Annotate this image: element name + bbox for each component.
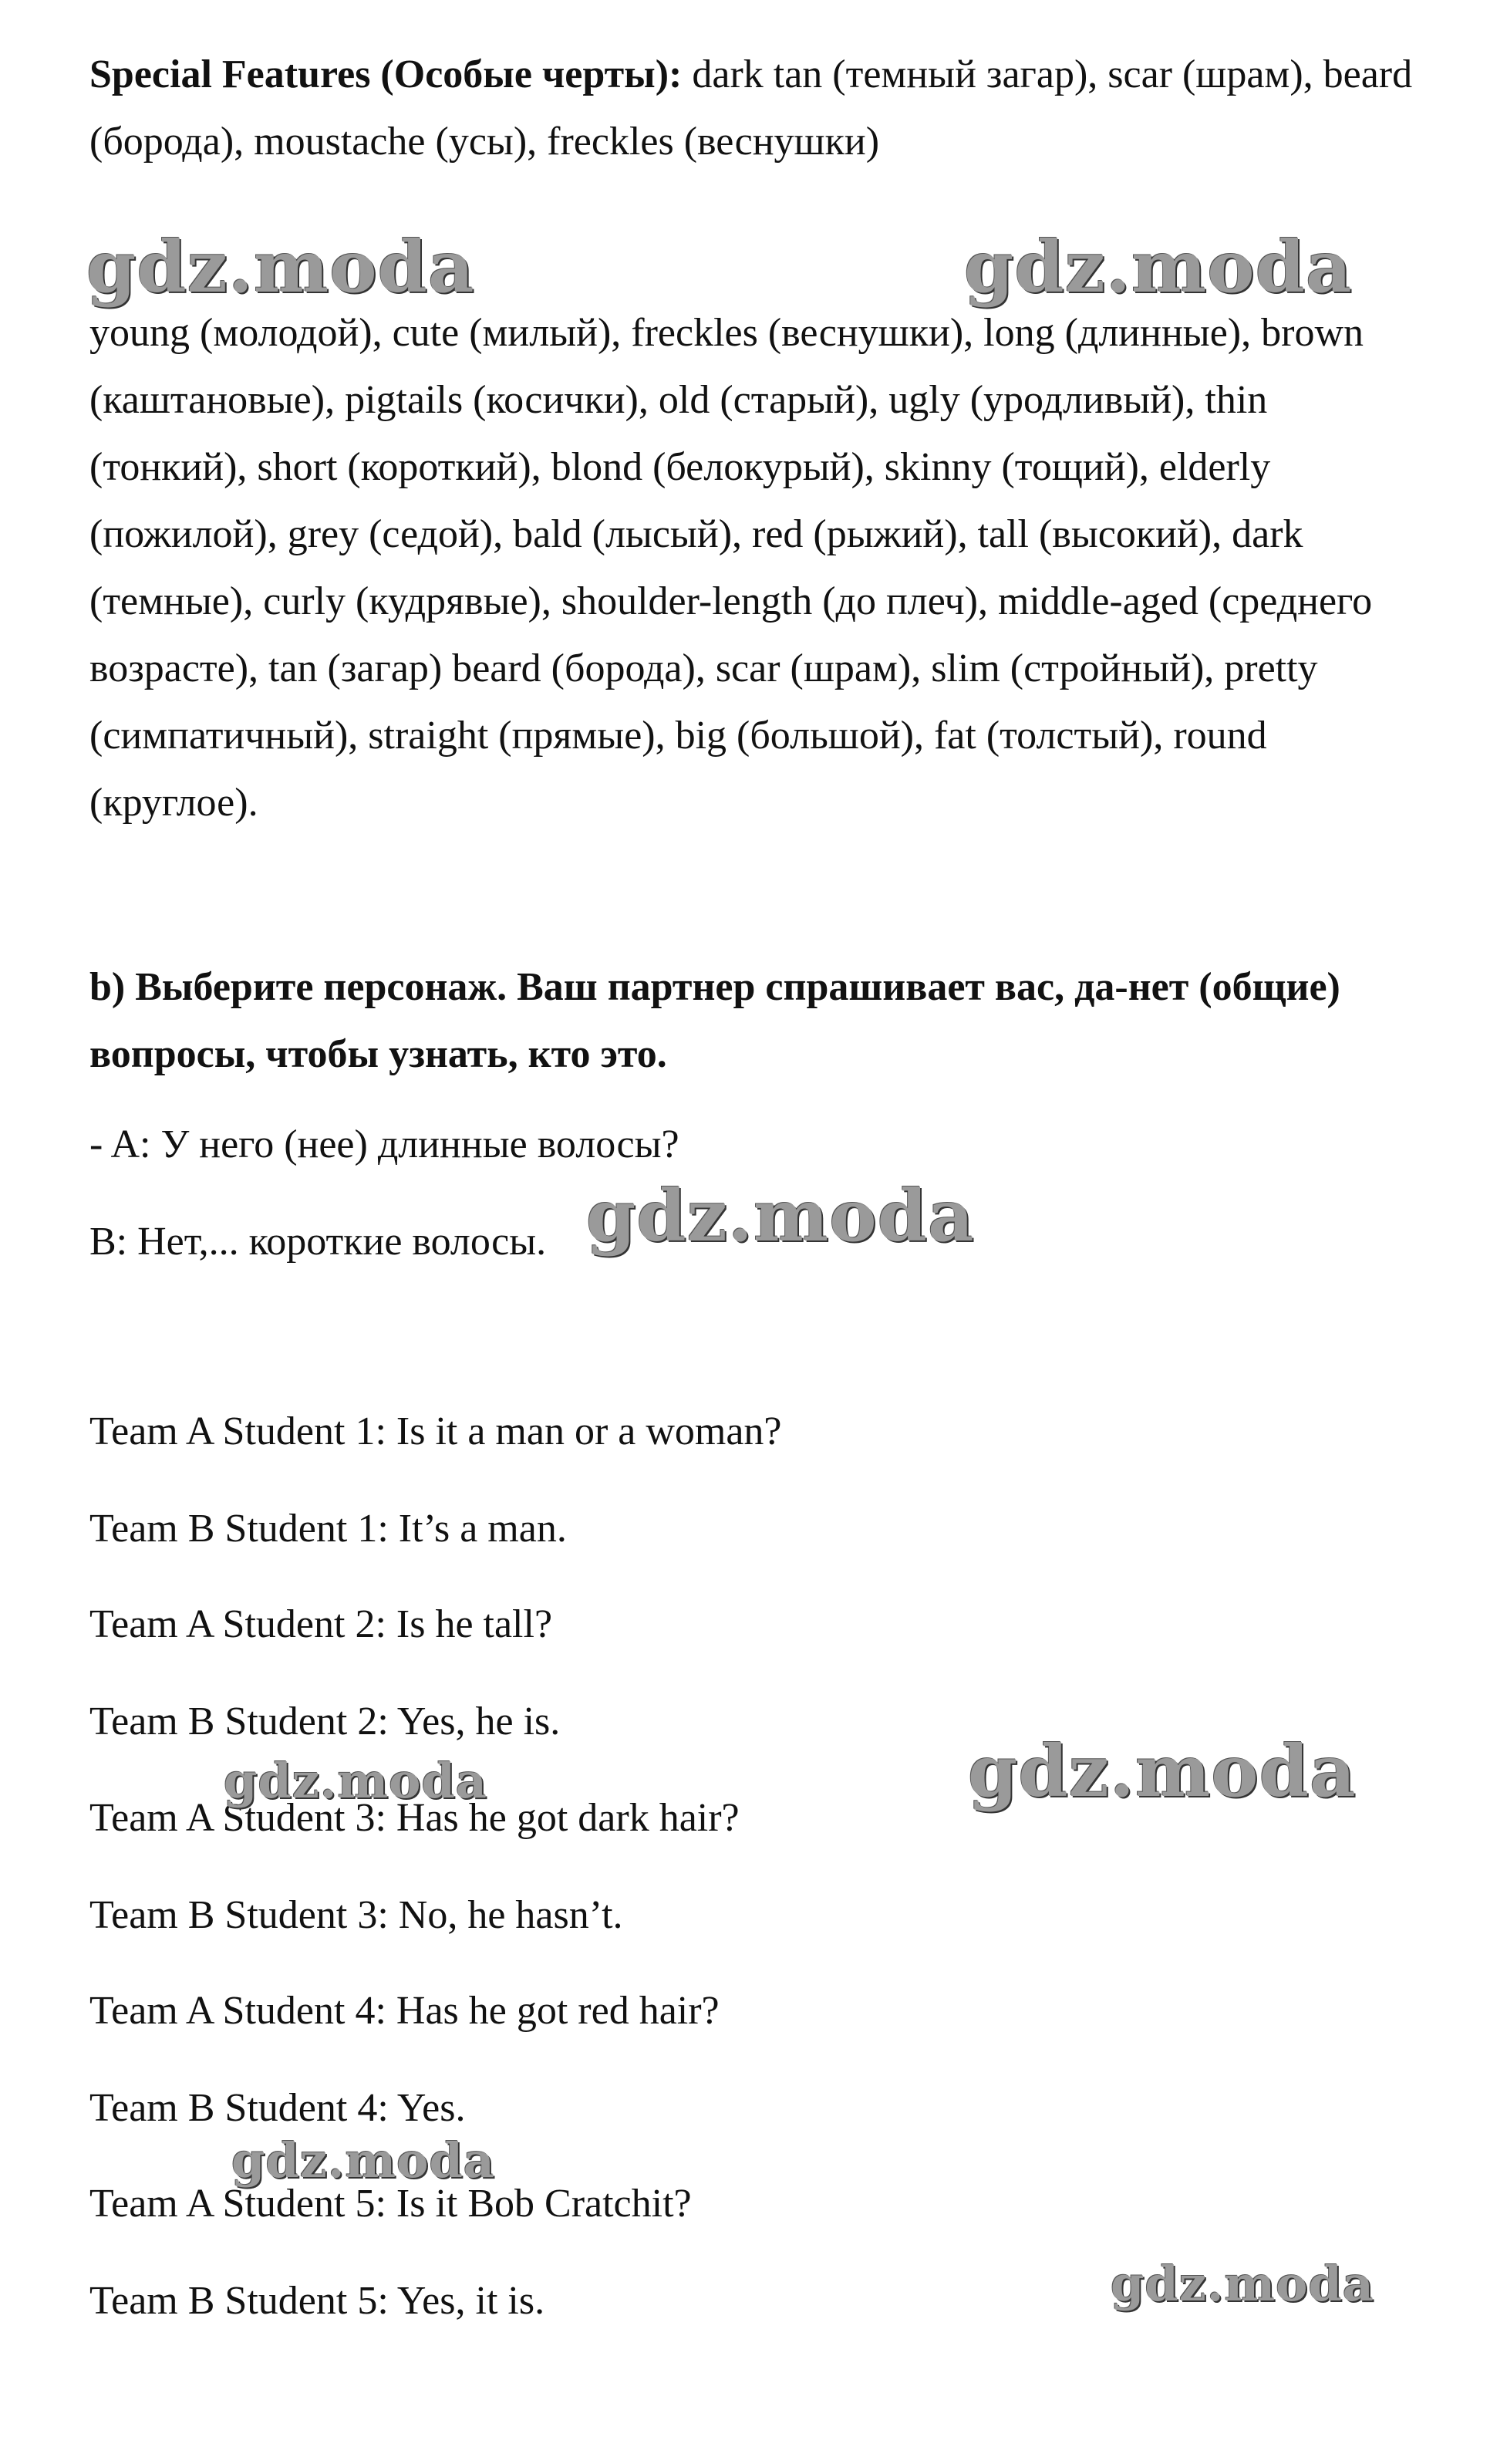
dialogue-line-6: Team B Student 3: No, he hasn’t.	[89, 1893, 623, 1937]
watermark: gdz.moda	[586, 1174, 975, 1257]
special-features-label: Special Features (Особые черты):	[89, 52, 683, 96]
special-features-paragraph	[89, 41, 1431, 175]
dialogue-line-3: Team A Student 2: Is he tall?	[89, 1602, 553, 1646]
watermark: gdz.moda	[1111, 2256, 1374, 2312]
watermark: gdz.moda	[224, 1753, 487, 1809]
watermark: gdz.moda	[86, 225, 475, 309]
dialogue-line-1: Team A Student 1: Is it a man or a woman?	[89, 1409, 782, 1453]
watermark: gdz.moda	[968, 1730, 1357, 1813]
example-line-a: - A: У него (нее) длинные волосы?	[89, 1122, 679, 1166]
task-b-heading: b) Выберите персонаж. Ваш партнер спрашивает вас, да-нет (общие) вопросы, чтобы узнать, кто это.	[89, 965, 1340, 1076]
watermark: gdz.moda	[964, 225, 1353, 309]
dialogue-line-9: Team A Student 5: Is it Bob Cratchit?	[89, 2182, 692, 2226]
vocabulary-paragraph: young (молодой), cute (милый), freckles (веснушки), long (длинные), brown (каштановые), pigtails (косички), old (старый), ugly (уродливый), thin (тонкий), short (короткий), blond (белокурый), skinny (тощий), elderly (пожилой), grey (седой), bald (лысый), red (рыжий), tall (высокий), dark (темные), curly (кудрявые), shoulder-length (до плеч), middle-aged (среднего возрасте), tan (загар) beard (борода), scar (шрам), slim (стройный), pretty (симпатичный), straight (прямые), big (большой), fat (толстый), round (круглое).	[89, 311, 1373, 825]
dialogue-line-8: Team B Student 4: Yes.	[89, 2086, 466, 2130]
dialogue-line-2: Team B Student 1: It’s a man.	[89, 1507, 567, 1551]
dialogue-line-7: Team A Student 4: Has he got red hair?	[89, 1989, 720, 2033]
dialogue-line-10: Team B Student 5: Yes, it is.	[89, 2279, 545, 2323]
example-line-b: B: Нет,... короткие волосы.	[89, 1220, 547, 1264]
dialogue-line-4: Team B Student 2: Yes, he is.	[89, 1699, 561, 1743]
dialogue-line-5: Team A Student 3: Has he got dark hair?	[89, 1796, 740, 1840]
special-features-text: dark tan (темный загар), scar (шрам), beard (борода), moustache (усы), freckles (веснушки)	[89, 52, 1413, 164]
watermark: gdz.moda	[231, 2132, 495, 2189]
